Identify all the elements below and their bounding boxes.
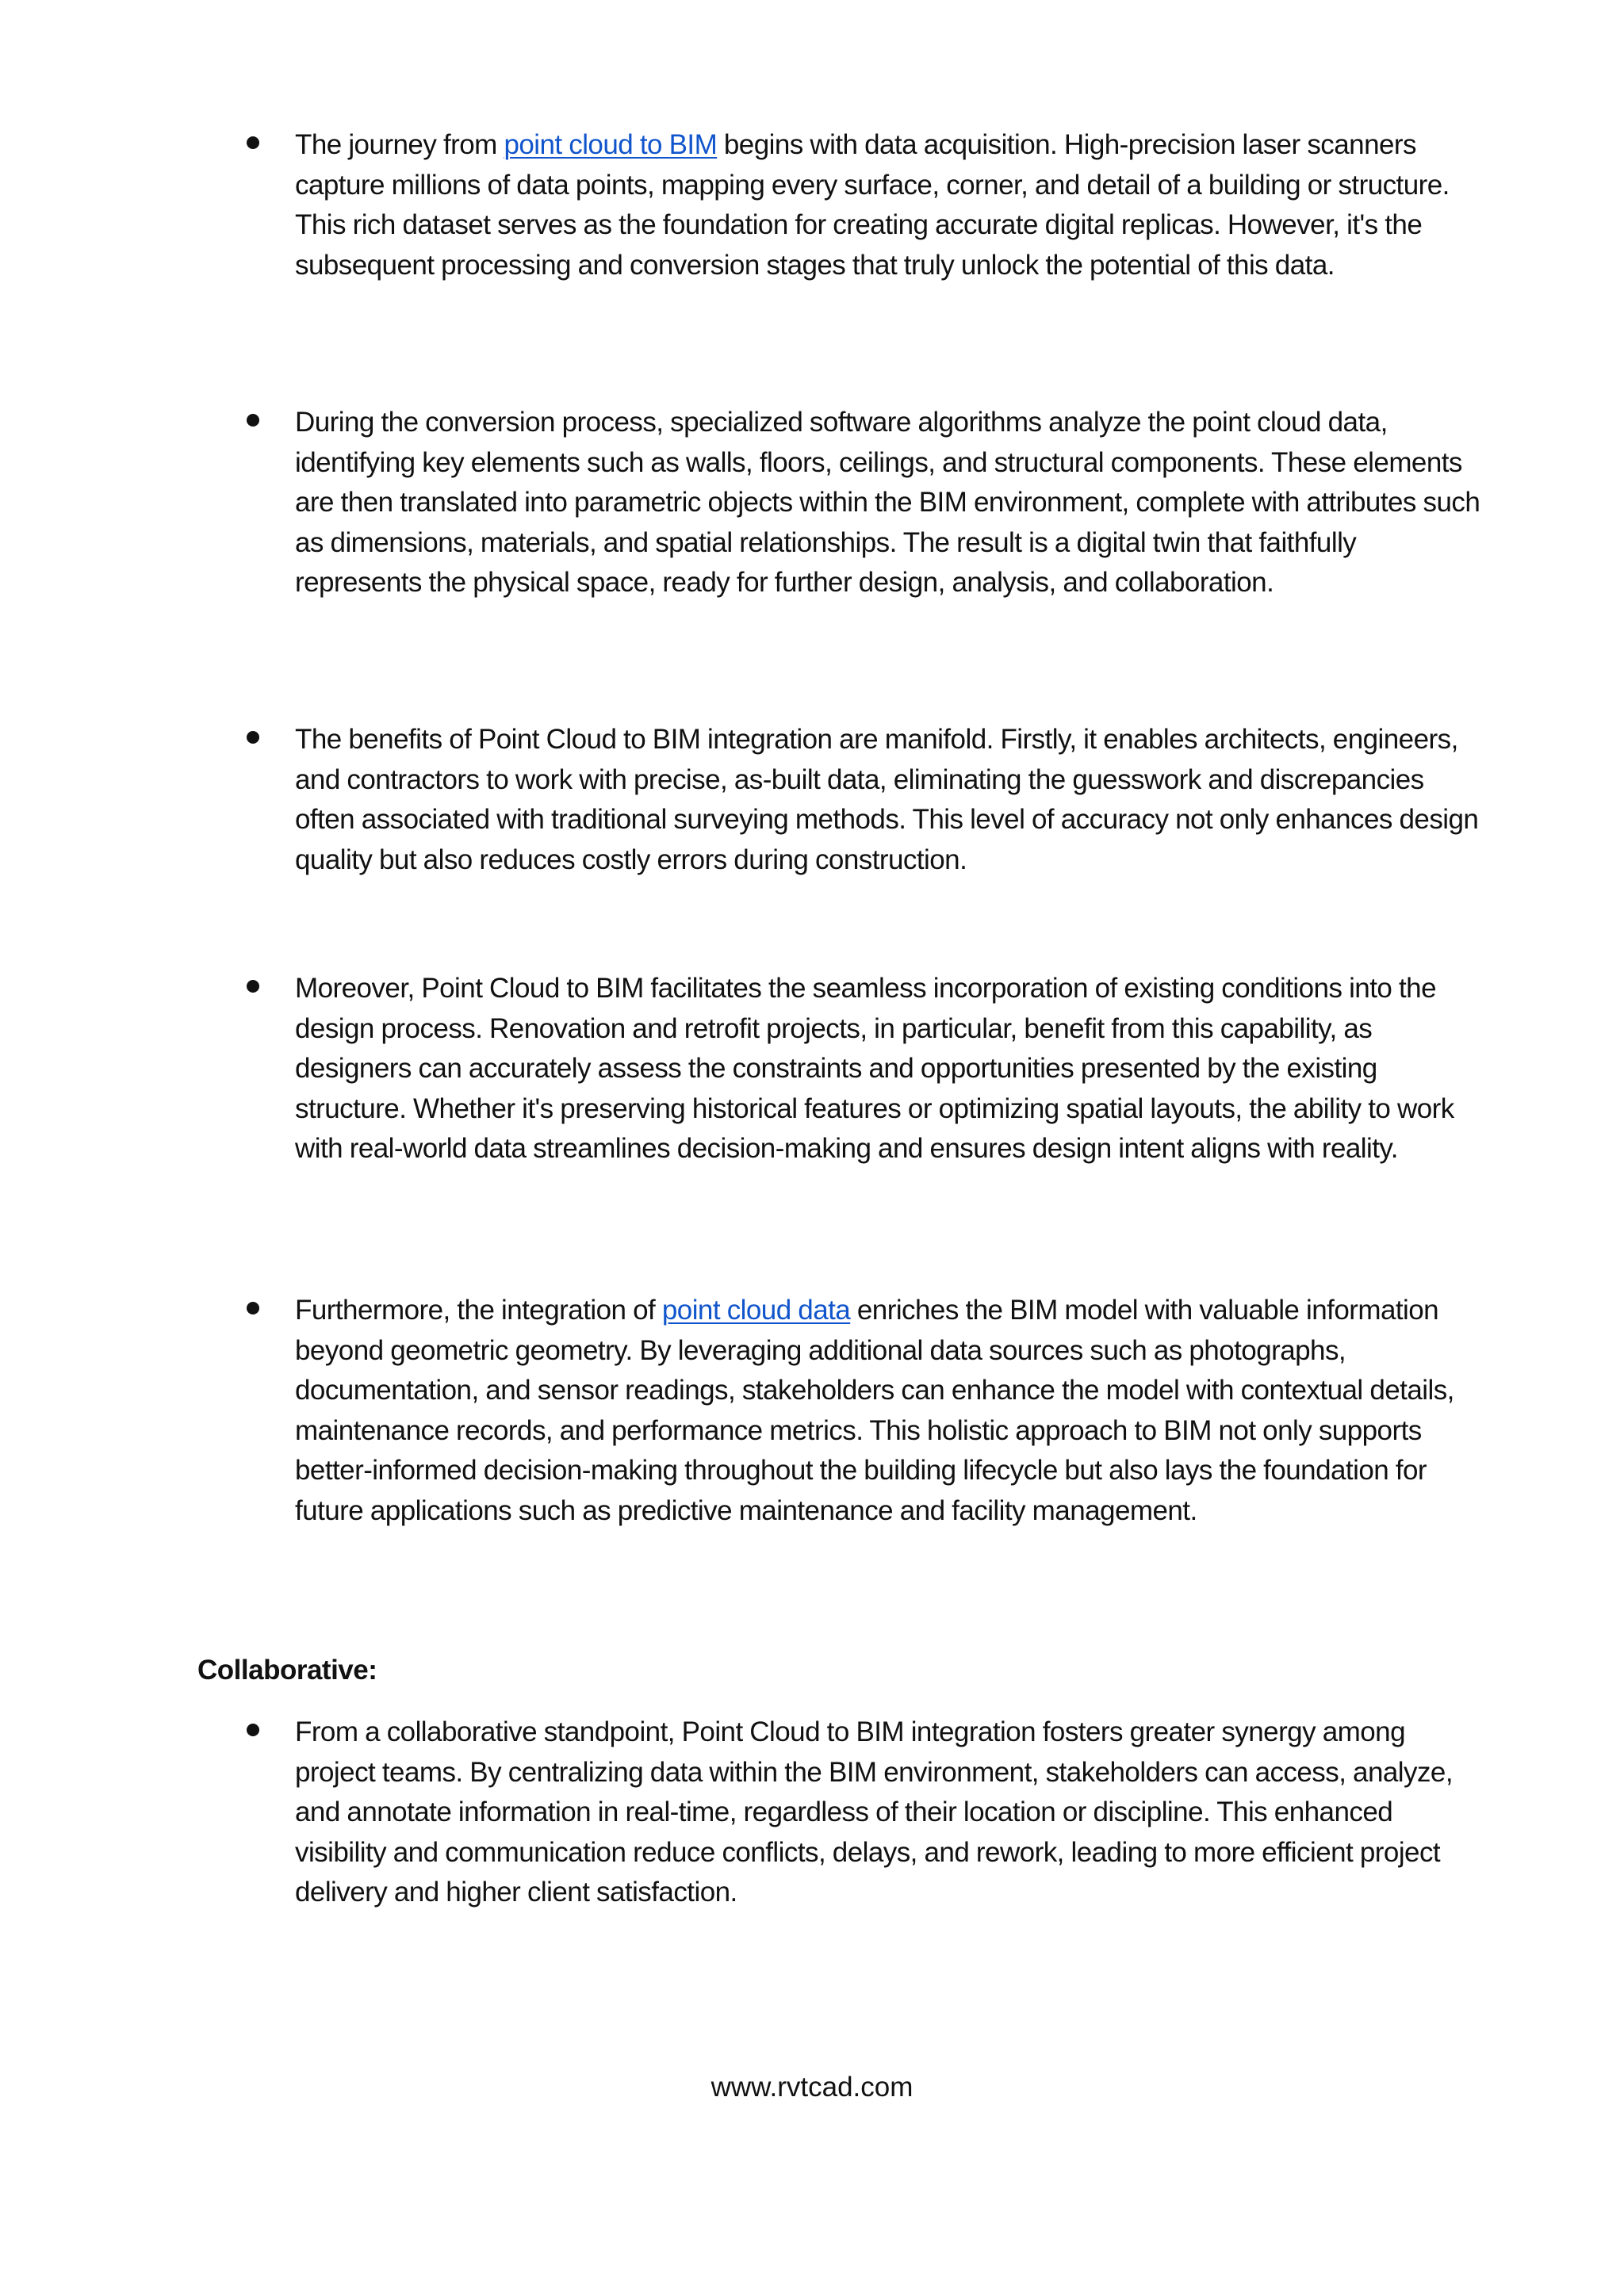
paragraph-text: Moreover, Point Cloud to BIM facilitates the seamless incorporation of existing conditions into the design process. Renovation and retrofit projects, in particular, benefit from this capability, as designers can accurately assess the constraints and opportunities presented by the existing structure. Whether it's preserving historical features or optimizing spatial layouts, the ability to work with real-world data streamlines decision-making and ensures design intent aligns with reality. (295, 973, 1454, 1164)
paragraph-text (295, 125, 1484, 285)
footer-url: www.rvtcad.com (710, 2072, 914, 2103)
bullet-dot (247, 136, 259, 149)
bullet-dot (247, 1724, 259, 1736)
paragraph-text: During the conversion process, specialized software algorithms analyze the point cloud data, identifying key elements such as walls, floors, ceilings, and structural components. These elements are then translated into parametric objects within the BIM environment, complete with attributes such as dimensions, materials, and spatial relationships. The result is a digital twin that faithfully represents the physical space, ready for further design, analysis, and collaboration. (295, 407, 1480, 598)
paragraph-text-end: begins with data acquisition. High-precision laser scanners capture millions of data points, mapping every surface, corner, and detail of a building or structure. This rich dataset serves as the foundation for creating accurate digital replicas. However, it's the subsequent processing and conversion stages that truly unlock the potential of this data. (295, 129, 1450, 281)
paragraph-text: From a collaborative standpoint, Point Cloud to BIM integration fosters greater synergy among project teams. By centralizing data within the BIM environment, stakeholders can access, analyze, and annotate information in real-time, regardless of their location or discipline. This enhanced visibility and communication reduce conflicts, delays, and rework, leading to more efficient project delivery and higher client satisfaction. (295, 1716, 1454, 1908)
point-cloud-to-bim-link[interactable]: point cloud to BIM (504, 129, 718, 160)
bullet-dot (247, 1302, 259, 1314)
section-heading: Collaborative: (197, 1655, 377, 1686)
paragraph-text-start: Furthermore, the integration of (295, 1295, 662, 1326)
bullet-dot (247, 731, 259, 744)
paragraph-text (295, 1291, 1484, 1531)
bullet-dot (247, 414, 259, 427)
paragraph-text-end: enriches the BIM model with valuable information beyond geometric geometry. By leveraging additional data sources such as photographs, documentation, and sensor readings, stakeholders can enhance the model with contextual details, maintenance records, and performance metrics. This holistic approach to BIM not only supports better-informed decision-making throughout the building lifecycle but also lays the foundation for future applications such as predictive maintenance and facility management. (295, 1295, 1454, 1526)
point-cloud-data-link[interactable]: point cloud data (661, 1295, 851, 1326)
paragraph-text: The benefits of Point Cloud to BIM integration are manifold. Firstly, it enables architects, engineers, and contractors to work with precise, as-built data, eliminating the guesswork and discrepancies often associated with traditional surveying methods. This level of accuracy not only enhances design quality but also reduces costly errors during construction. (295, 724, 1479, 875)
paragraph-text-start: The journey from (295, 129, 504, 160)
bullet-dot (247, 980, 259, 993)
